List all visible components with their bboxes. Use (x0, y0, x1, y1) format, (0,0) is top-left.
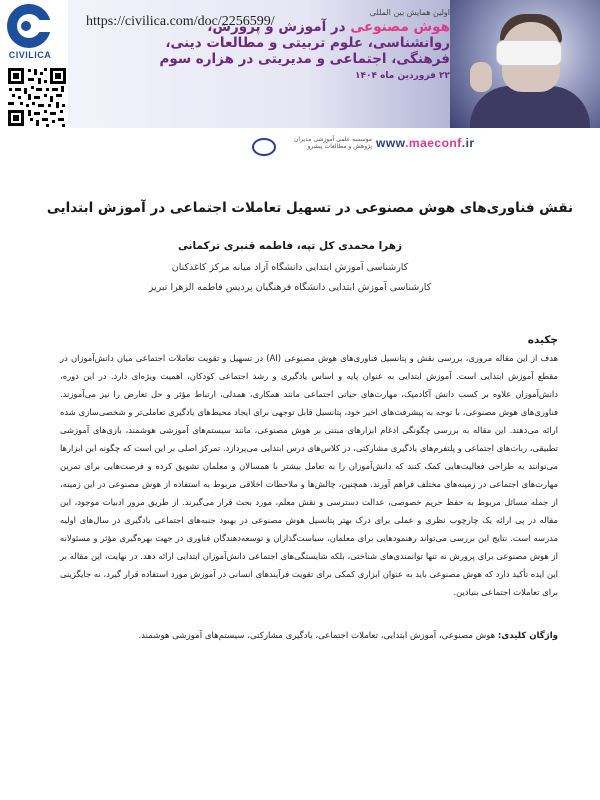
document-url[interactable]: https://civilica.com/doc/2256599/ (86, 14, 275, 29)
qr-code (6, 66, 68, 128)
civilica-logo-text: CIVILICA (8, 50, 52, 60)
paper-title: نقش فناوری‌های هوش مصنوعی در تسهیل تعاملات اجتماعی در آموزش ابتدایی (46, 200, 574, 216)
conference-sponsor: موسسه علمی آموزشی مدیران پژوهش و مطالعات پیشرو (294, 136, 372, 150)
banner-title-line-3: فرهنگی، اجتماعی و مدیریتی در هزاره سوم (159, 51, 450, 67)
keywords-list: هوش مصنوعی، آموزش ابتدایی، تعاملات اجتماعی، یادگیری مشارکتی، سیستم‌های آموزشی هوشمند. (138, 631, 498, 641)
abstract-body: هدف از این مقاله مروری، بررسی نقش و پتانسیل فناوری‌های هوش مصنوعی (AI) در تسهیل و تقویت تعاملات اجتماعی میان دانش‌آموزان در مقطع آموزش ابتدایی است. آموزش ابتدایی به عنوان پایه و اساس یادگیری و رشد اجتماعی کودکان، اهمیت ویژه‌ای دارد. در این دوره، دانش‌آموزان علاوه بر کسب دانش آکادمیک، مهارت‌های حیاتی اجتماعی مانند همکاری، همدلی، ارتباط مؤثر و حل تعارض را نیز می‌آموزند. فناوری‌های هوش مصنوعی، با توجه به پیشرفت‌های اخیر خود، پتانسیل قابل توجهی برای ایجاد محیط‌های یادگیری تعاملی‌تر و شخصی‌سازی شده ارائه می‌دهند. این مقاله به بررسی چگونگی ادغام ابزارهای مبتنی بر هوش مصنوعی، مانند سیستم‌های آموزشی هوشمند، بازی‌های آموزشی تطبیقی، ربات‌های اجتماعی و پلتفرم‌های یادگیری مشارکتی، در کلاس‌های درس ابتدایی می‌پردازد. تمرکز اصلی بر این است که چگونه این ابزارها می‌توانند به طراحی فعالیت‌هایی کمک کنند که دانش‌آموزان را به تعامل بیشتر با همسالان و معلمان تشویق کرده و فرصت‌هایی برای تمرین مهارت‌های اجتماعی در زمینه‌های مختلف فراهم آورند. همچنین، چالش‌ها و ملاحظات اخلاقی مربوط به استفاده از هوش مصنوعی در این زمینه، از جمله مسائل مربوط به حفظ حریم خصوصی، عدالت دسترسی و نقش معلم، مورد بحث قرار می‌گیرند. از طریق مرور ادبیات موجود، این مقاله در پی ارائه یک چارچوب نظری و عملی برای درک بهتر پتانسیل هوش مصنوعی در بهبود جنبه‌های اجتماعی یادگیری در سال‌های اولیه مدرسه است. نتایج این بررسی می‌تواند رهنمودهایی برای معلمان، سیاست‌گذاران و توسعه‌دهندگان فناوری در جهت بهره‌گیری مؤثر و مسئولانه از هوش مصنوعی برای پرورش نه تنها توانمندی‌های شناختی، بلکه شایستگی‌های اجتماعی دانش‌آموزان ابتدایی ارائه دهد. در نهایت، این مقاله بر این ایده تأکید دارد که هوش مصنوعی باید به عنوان ابزاری کمکی برای تقویت فرآیندهای انسانی در آموزش مورد استفاده قرار گیرد، نه جایگزینی برای تعاملات اجتماعی بنیادین. (60, 353, 559, 597)
affiliation-1: کارشناسی آموزش ابتدایی دانشگاه آزاد میانه مرکز کاغذکنان (171, 262, 409, 273)
vr-headset-icon (496, 40, 562, 66)
civilica-logo[interactable] (4, 4, 56, 64)
conference-logo-icon (252, 138, 276, 156)
banner-title-line-2: روانشناسی، علوم تربیتی و مطالعات دینی، (165, 35, 450, 51)
keywords-label: واژگان کلیدی: (497, 631, 558, 641)
abstract-heading: چکیده (527, 334, 558, 346)
banner-image (450, 0, 600, 128)
keywords (60, 631, 558, 641)
affiliation-2: کارشناسی آموزش ابتدایی دانشگاه فرهنگیان پردیس فاطمه الزهرا تبریز (148, 282, 432, 293)
banner-subtitle: اولین همایش بین المللی (369, 8, 450, 17)
banner-date: ۲۲ فروردین ماه ۱۴۰۴ (354, 71, 450, 81)
conference-url[interactable]: www.maeconf.ir (376, 136, 475, 150)
banner-title-line-1: هوش مصنوعی در آموزش و پرورش، (207, 19, 450, 35)
paper-authors: زهرا محمدی کل تپه، فاطمه قنبری ترکمانی (177, 240, 403, 252)
conference-footer (200, 132, 580, 162)
